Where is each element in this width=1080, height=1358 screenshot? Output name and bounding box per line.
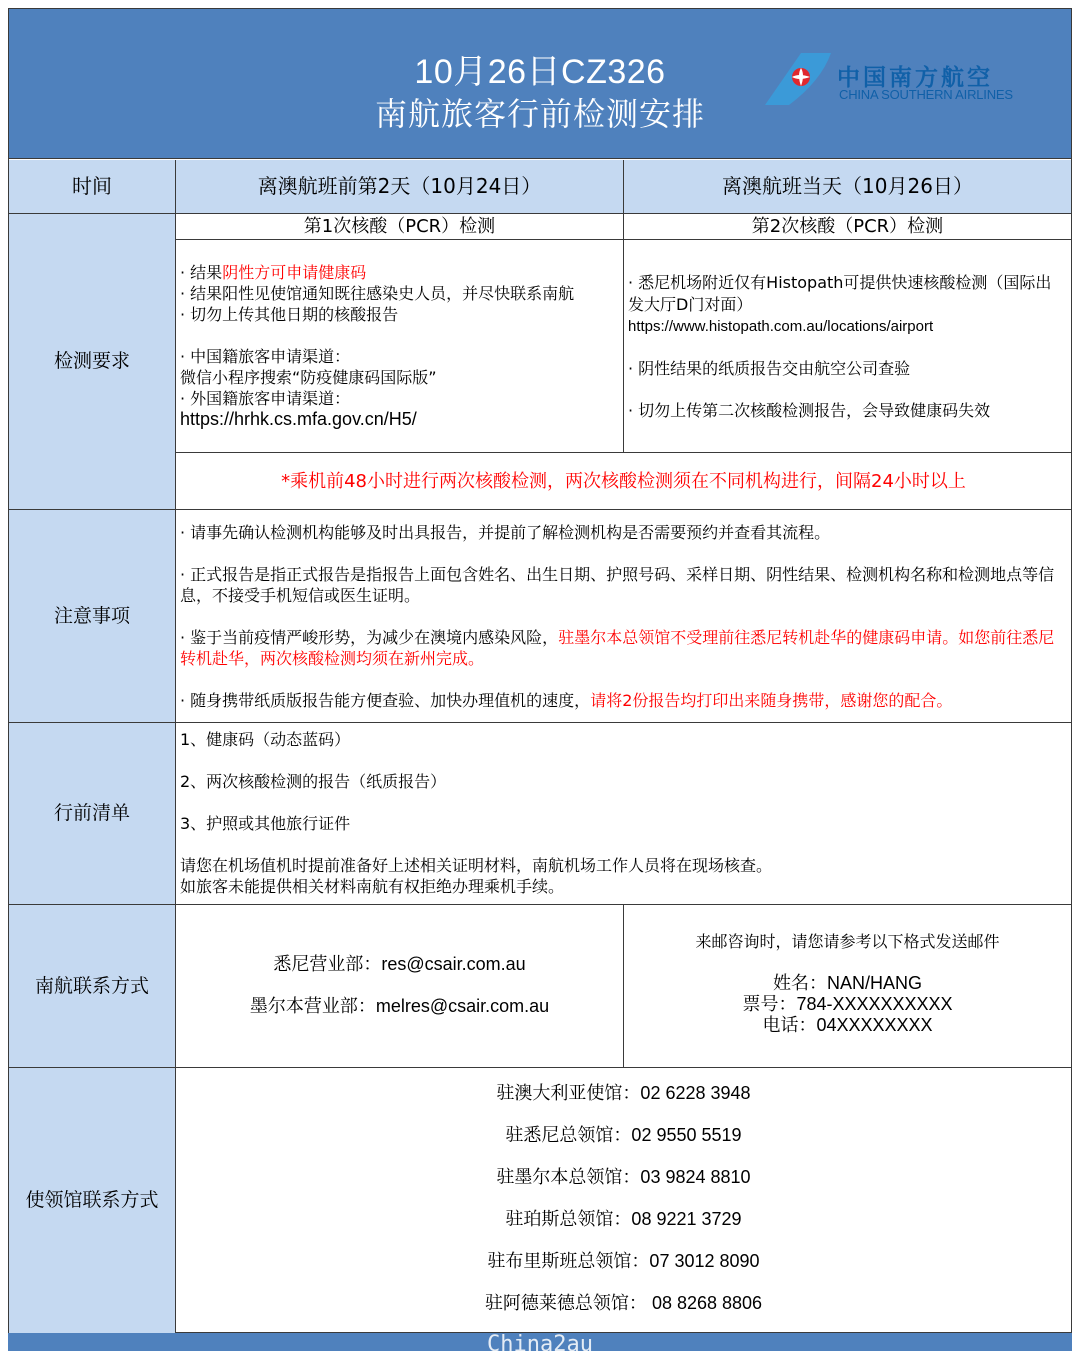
checklist-content — [176, 723, 1071, 905]
no-upload-line: · 切勿上传第二次核酸检测报告，会导致健康码失效 — [628, 401, 991, 420]
second-pcr-details — [624, 240, 1071, 453]
second-pcr-subheader: 第2次核酸（PCR）检测 — [624, 214, 1071, 240]
sales-office-contacts — [176, 905, 624, 1068]
histopath-line: · 悉尼机场附近仅有Histopath可提供快速核酸检测（国际出发大厅D门对面） — [628, 273, 1052, 314]
paper-report-line: · 阴性结果的纸质报告交由航空公司查验 — [628, 359, 911, 378]
first-pcr-details — [176, 240, 624, 453]
brand-name-en: CHINA SOUTHERN AIRLINES — [839, 87, 1013, 102]
email-format-guide — [624, 905, 1071, 1068]
consulate-adelaide: 驻阿德莱德总领馆： 08 8268 8806 — [484, 1293, 763, 1313]
foreign-channel-line: · 外国籍旅客申请渠道： — [180, 389, 351, 408]
airline-logo-icon — [761, 51, 841, 107]
test-requirements-label: 检测要求 — [9, 214, 176, 510]
email-format-hint: 来邮咨询时，请您请参考以下格式发送邮件 — [695, 932, 1000, 951]
note-paper-copy: · 随身携带纸质版报告能方便查验、加快办理值机的速度，请将2份报告均打印出来随身携带，感谢您的配合。 — [180, 691, 953, 710]
poster-frame — [8, 8, 1072, 1333]
result-line: · 结果阴性方可申请健康码 — [180, 263, 367, 282]
email-format-name: 姓名：NAN/HANG — [772, 973, 922, 993]
consulate-sydney: 驻悉尼总领馆：02 9550 5519 — [505, 1125, 742, 1145]
sydney-office-email[interactable]: 悉尼营业部：res@csair.com.au — [273, 954, 526, 974]
note-melbourne: · 鉴于当前疫情严峻形势，为减少在澳境内感染风险，驻墨尔本总领馆不受理前往悉尼转机赴华的健康码申请。如您前往悉尼转机赴华，两次核酸检测均须在新州完成。 — [180, 628, 1055, 668]
histopath-link[interactable]: https://www.histopath.com.au/locations/airport — [628, 318, 934, 335]
wechat-line: 微信小程序搜索“防疫健康码国际版” — [180, 368, 437, 387]
brand-name-cn: 中国南方航空 — [837, 65, 993, 91]
title-flight: 10月26日CZ326 — [414, 53, 666, 91]
consulate-melbourne: 驻墨尔本总领馆：03 9824 8810 — [496, 1167, 751, 1187]
consulate-list — [176, 1068, 1071, 1333]
upload-warning-line: · 切勿上传其他日期的核酸报告 — [180, 305, 399, 324]
checklist-label: 行前清单 — [9, 723, 176, 905]
checklist-prepare-note: 请您在机场值机时提前准备好上述相关证明材料，南航机场工作人员将在现场核查。 — [180, 856, 773, 875]
positive-line: · 结果阳性见使馆通知既往感染史人员，并尽快联系南航 — [180, 284, 575, 303]
time-header: 时间 — [9, 160, 176, 214]
checklist-item-reports: 2、两次核酸检测的报告（纸质报告） — [180, 772, 447, 791]
timing-warning: *乘机前48小时进行两次核酸检测，两次核酸检测须在不同机构进行，间隔24小时以上 — [176, 453, 1071, 510]
foreign-channel-link[interactable]: https://hrhk.cs.mfa.gov.cn/H5/ — [180, 409, 417, 429]
consulate-perth: 驻珀斯总领馆：08 9221 3729 — [505, 1209, 742, 1229]
email-format-phone: 电话：04XXXXXXXX — [762, 1015, 933, 1035]
checklist-refusal-note: 如旅客未能提供相关材料南航有权拒绝办理乘机手续。 — [180, 877, 565, 896]
title-arrangement: 南航旅客行前检测安排 — [374, 95, 705, 133]
note-formal-report: · 正式报告是指正式报告是指报告上面包含姓名、出生日期、护照号码、采样日期、阴性结果、检测机构名称和检测地点等信息，不接受手机短信或医生证明。 — [180, 565, 1055, 605]
email-format-ticket: 票号：784-XXXXXXXXXX — [742, 994, 953, 1014]
first-pcr-subheader: 第1次核酸（PCR）检测 — [176, 214, 624, 240]
notes-label: 注意事项 — [9, 510, 176, 723]
note-confirm: · 请事先确认检测机构能够及时出具报告，并提前了解检测机构是否需要预约并查看其流程。 — [180, 523, 831, 542]
notes-content — [176, 510, 1071, 723]
consulate-brisbane: 驻布里斯班总领馆：07 3012 8090 — [487, 1251, 760, 1271]
csa-contact-label: 南航联系方式 — [9, 905, 176, 1068]
cn-channel-line: · 中国籍旅客申请渠道： — [180, 347, 351, 366]
checklist-item-passport: 3、护照或其他旅行证件 — [180, 814, 351, 833]
consulate-embassy: 驻澳大利亚使馆：02 6228 3948 — [496, 1083, 751, 1103]
checklist-item-health-code: 1、健康码（动态蓝码） — [180, 730, 351, 749]
consulate-contact-label: 使领馆联系方式 — [9, 1068, 176, 1333]
watermark: China2au — [487, 1332, 593, 1357]
melbourne-office-email[interactable]: 墨尔本营业部：melres@csair.com.au — [249, 996, 550, 1016]
departure-day-header: 离澳航班当天（10月26日） — [624, 160, 1071, 214]
day-before-header: 离澳航班前第2天（10月24日） — [176, 160, 624, 214]
header-banner — [9, 9, 1071, 159]
